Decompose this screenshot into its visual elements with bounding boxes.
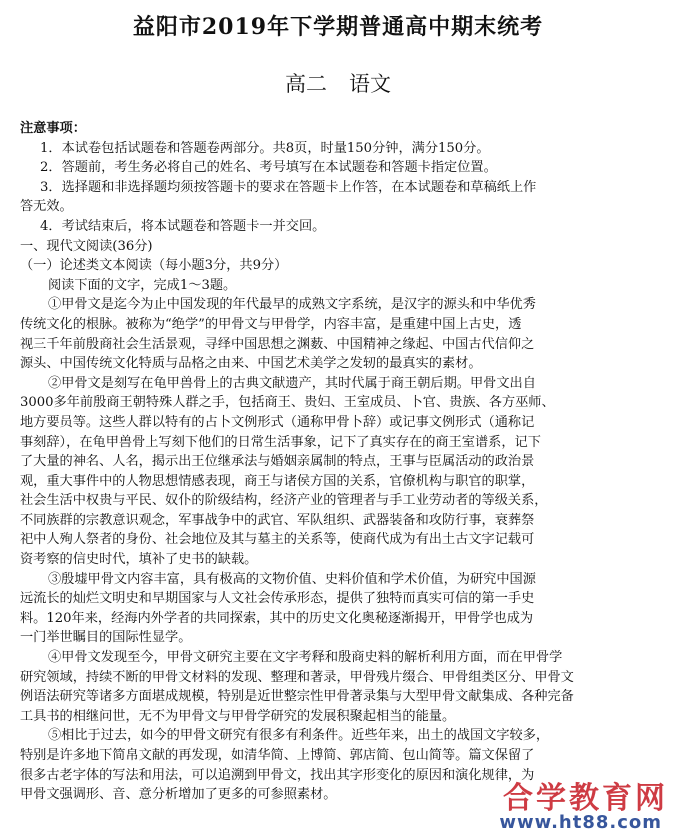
passage-line: 一门举世瞩目的国际性显学。	[20, 630, 192, 646]
passage-line: ①甲骨文是迄今为止中国发现的年代最早的成熟文字系统，是汉字的源头和中华优秀	[48, 297, 536, 313]
passage-line: 了大量的神名、人名，揭示出王位继承法与婚姻亲属制的特点，王事与臣属活动的政治景	[20, 454, 535, 470]
passage-line: 传统文化的根脉。被称为“绝学”的甲骨文与甲骨学，内容丰富，是重建中国上古史，透	[20, 316, 522, 332]
passage-line: 远流长的灿烂文明史和早期国家与人文社会传承形态，提供了独特而真实可信的第一手史	[20, 591, 535, 607]
passage-line: 研究领域，持续不断的甲骨文材料的发现、整理和著录，甲骨残片缀合、甲骨组类区分、甲骨文	[20, 669, 574, 685]
passage-line: 观，重大事件中的人物思想情感表现，商王与诸侯方国的关系，官僚机构与职官的职掌，	[20, 473, 535, 489]
passage-line: ③殷墟甲骨文内容丰富，具有极高的文物价值、史料价值和学术价值，为研究中国源	[48, 571, 536, 587]
passage-line: ②甲骨文是刻写在龟甲兽骨上的古典文献遗产，其时代属于商王朝后期。甲骨文出自	[48, 375, 536, 391]
exam-body	[20, 119, 660, 805]
passage-line: 工具书的相继问世，无不为甲骨文与甲骨学研究的发展积聚起相当的能量。	[20, 708, 456, 724]
passage	[20, 295, 660, 804]
passage-line: 祀中人殉人祭者的身份、社会地位及其与墓主的关系等，使商代成为有出土古文字记载可	[20, 532, 535, 548]
passage-line: 特别是许多地下简帛文献的再发现，如清华简、上博简、郭店简、包山简等。篇文保留了	[20, 748, 535, 763]
grade-label: 高二	[285, 72, 327, 96]
notice-heading: 注意事项：	[20, 121, 86, 136]
passage-line: 资考察的信史时代，填补了史书的缺载。	[20, 552, 258, 568]
passage-line: 甲骨文强调形、音、意分析增加了更多的可参照素材。	[20, 787, 337, 803]
passage-line: 事刻辞），在龟甲兽骨上写刻下他们的日常生活事象，记下了真实存在的商王室谱系，记下	[20, 434, 541, 450]
notice-item-continuation: 答无效。	[20, 199, 73, 215]
notice-item: 4．考试结束后，将本试题卷和答题卡一并交回。	[40, 218, 326, 234]
subsection-title: （一）论述类文本阅读（每小题3分，共9分）	[20, 258, 288, 274]
section-title: 一、现代文阅读(36分)	[20, 238, 153, 254]
passage-line: 3000多年前殷商王朝特殊人群之手，包括商王、贵妇、王室成员、卜官、贵族、各方巫师、	[20, 395, 555, 411]
passage-line: 源头、中国传统文化特质与品格之由来、中国艺术美学之发轫的最真实的素材。	[20, 356, 482, 372]
passage-line: 例语法研究等诸多方面堪成规模，特别是近世整宗性甲骨著录集与大型甲骨文献集成、各种完备	[20, 689, 574, 705]
passage-line: 社会生活中权贵与平民、奴仆的阶级结构，经济产业的管理者与手工业劳动者的等级关系，	[20, 493, 548, 509]
passage-line: 不同族群的宗教意识观念，军事战争中的武官、军队组织、武器装备和攻防行事，衰葬祭	[20, 512, 535, 528]
subject-title	[0, 68, 676, 98]
notice-item: 2．答题前，考生务必将自己的姓名、考号填写在本试题卷和答题卡指定位置。	[40, 160, 497, 176]
passage-line: 地方要员等。这些人群以特有的占卜文例形式（通称甲骨卜辞）或记事文例形式（通称记	[20, 414, 535, 430]
passage-line: ④甲骨文发现至今，甲骨文研究主要在文字考释和殷商史料的解析利用方面，而在甲骨学	[48, 650, 563, 666]
exam-title: 益阳市2019年下学期普通高中期末统考	[132, 14, 544, 40]
site-watermark	[498, 773, 668, 833]
passage-line: 很多古老字体的写法和用法，可以追溯到甲骨文，找出其字形变化的原因和演化规律，为	[20, 767, 535, 783]
notice-item: 1．本试卷包括试题卷和答题卷两部分。共8页，时量150分钟，满分150分。	[40, 140, 490, 156]
watermark-name: 合学教育网	[503, 781, 668, 816]
passage-line: ⑤相比于过去，如今的甲骨文研究有很多有利条件。近些年来，出土的战国文字较多，	[48, 728, 550, 744]
subject-label: 语文	[349, 72, 391, 96]
passage-line: 视三千年前殷商社会生活景观，寻绎中国思想之渊薮、中国精神之缘起、中国古代信仰之	[20, 336, 535, 352]
watermark-url: www.ht88.com	[499, 812, 662, 833]
passage-line: 料。120年来，经海内外学者的共同探索，其中的历史文化奥秘逐渐揭开，甲骨学也成为	[20, 610, 534, 626]
notice-item: 3．选择题和非选择题均须按答题卡的要求在答题卡上作答，在本试题卷和草稿纸上作	[40, 179, 537, 195]
reading-instruction: 阅读下面的文字，完成1～3题。	[48, 277, 237, 293]
